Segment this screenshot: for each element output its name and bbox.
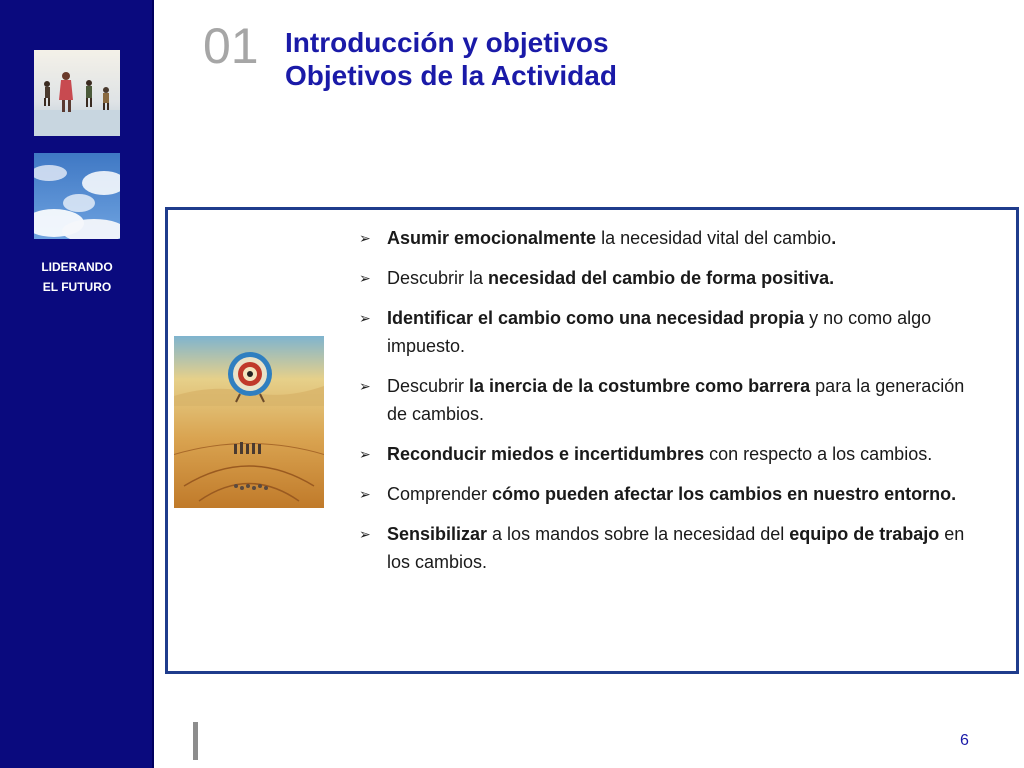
bold-text: Identificar el cambio como una necesidad propia bbox=[387, 308, 805, 328]
bullet-text bbox=[387, 520, 983, 576]
bold-text: la inercia de la costumbre como barrera bbox=[469, 376, 811, 396]
list-item bbox=[359, 520, 983, 576]
arrow-bullet-icon: ➢ bbox=[359, 446, 371, 462]
footer-divider bbox=[193, 722, 198, 760]
arrow-bullet-icon: ➢ bbox=[359, 230, 371, 246]
list-item bbox=[359, 480, 983, 508]
sky-photo bbox=[34, 153, 120, 239]
page-title bbox=[285, 26, 617, 92]
arrow-bullet-icon: ➢ bbox=[359, 486, 371, 502]
plain-text: para la generación de cambios. bbox=[387, 376, 965, 424]
plain-text: con respecto a los cambios. bbox=[704, 444, 933, 464]
bullet-text bbox=[387, 224, 983, 252]
family-photo bbox=[34, 50, 120, 136]
sidebar bbox=[0, 0, 154, 768]
bold-text: necesidad del cambio de forma positiva. bbox=[488, 268, 835, 288]
plain-text: la necesidad vital del cambio bbox=[596, 228, 832, 248]
list-item bbox=[359, 440, 983, 468]
plain-text: Descubrir la bbox=[387, 268, 489, 288]
arrow-bullet-icon: ➢ bbox=[359, 378, 371, 394]
plain-text: en los cambios. bbox=[387, 524, 965, 572]
bullet-text bbox=[387, 264, 983, 292]
bold-text: Asumir emocionalmente bbox=[387, 228, 597, 248]
bold-text: Reconducir miedos e incertidumbres bbox=[387, 444, 705, 464]
objectives-list bbox=[359, 224, 983, 588]
arrow-bullet-icon: ➢ bbox=[359, 270, 371, 286]
arrow-bullet-icon: ➢ bbox=[359, 526, 371, 542]
brand-line-1: LIDERANDO bbox=[41, 260, 113, 274]
list-item bbox=[359, 224, 983, 252]
arrow-bullet-icon: ➢ bbox=[359, 310, 371, 326]
brand-line-2: EL FUTURO bbox=[42, 280, 112, 294]
plain-text: Comprender bbox=[387, 484, 493, 504]
plain-text: Descubrir bbox=[387, 376, 470, 396]
bold-text: equipo de trabajo bbox=[789, 524, 940, 544]
plain-text: y no como algo impuesto. bbox=[387, 308, 932, 356]
bold-text: . bbox=[831, 228, 837, 248]
list-item bbox=[359, 372, 983, 428]
section-number: 01 bbox=[203, 18, 259, 74]
list-item bbox=[359, 304, 983, 360]
bullet-text bbox=[387, 480, 983, 508]
title-line-1: Introducción y objetivos bbox=[285, 27, 609, 58]
plain-text: a los mandos sobre la necesidad del bbox=[487, 524, 790, 544]
bullet-text bbox=[387, 372, 983, 428]
title-line-2: Objetivos de la Actividad bbox=[285, 60, 617, 91]
bullet-text bbox=[387, 304, 983, 360]
page-number: 6 bbox=[960, 732, 969, 749]
target-illustration bbox=[174, 336, 324, 508]
bold-text: cómo pueden afectar los cambios en nuestro entorno. bbox=[492, 484, 957, 504]
list-item bbox=[359, 264, 983, 292]
bullet-text bbox=[387, 440, 983, 468]
bold-text: Sensibilizar bbox=[387, 524, 488, 544]
brand-label bbox=[0, 257, 154, 297]
